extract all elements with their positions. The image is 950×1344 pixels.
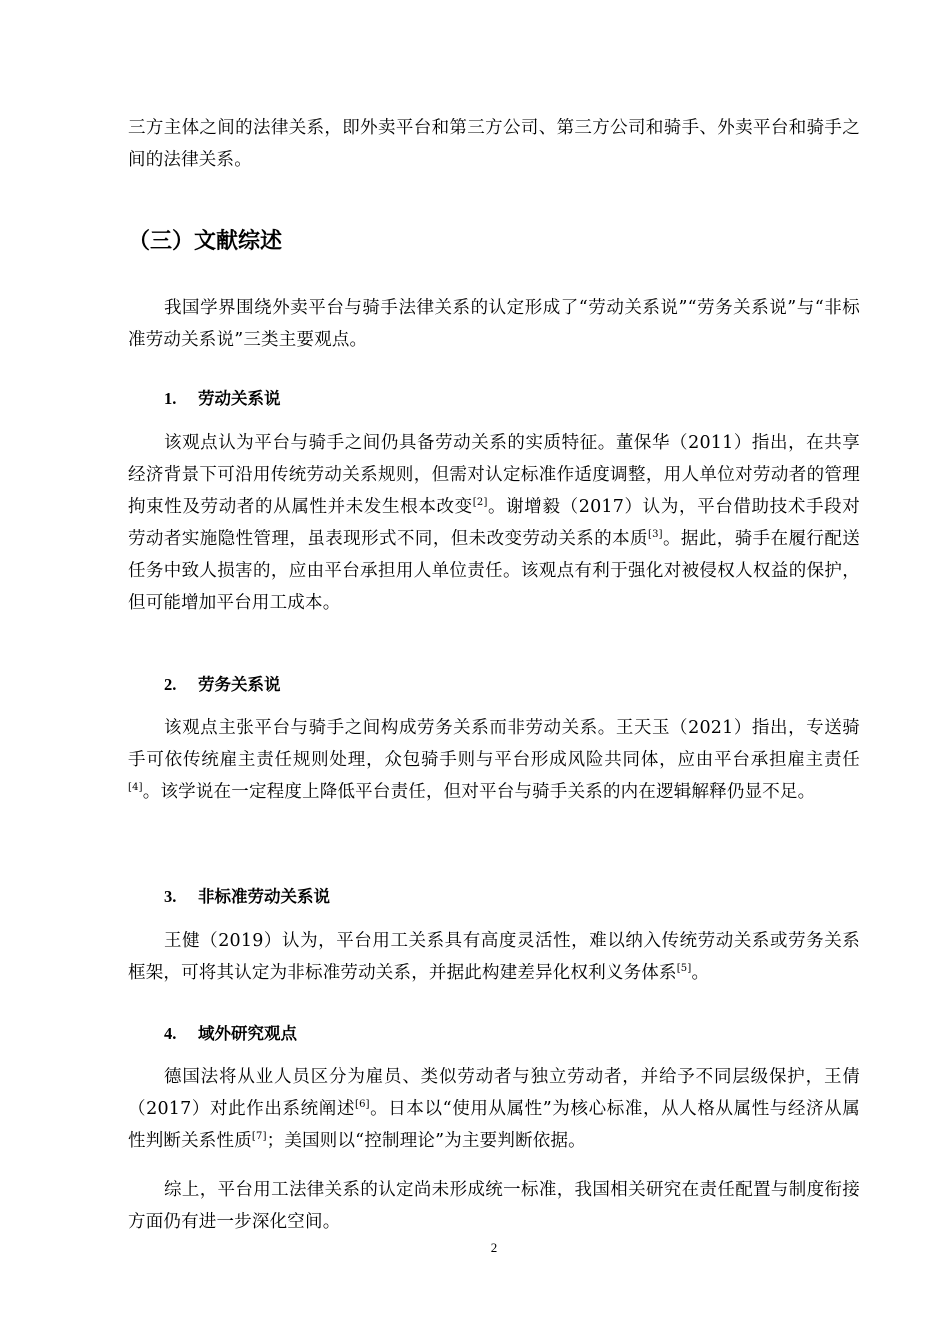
subsection-title: 域外研究观点 xyxy=(198,1024,297,1043)
subsection-heading-service-relation xyxy=(164,671,281,699)
subsection-body-foreign-views xyxy=(128,1061,860,1157)
body-text: 该观点主张平台与骑手之间构成劳务关系而非劳动关系。王天玉（2021）指出，专送骑手可依传统雇主责任规则处理，众包骑手则与平台形成风险共同体，应由平台承担雇主责任 xyxy=(128,718,860,770)
conclusion-paragraph: 综上，平台用工法律关系的认定尚未形成统一标准，我国相关研究在责任配置与制度衔接方面仍有进一步深化空间。 xyxy=(128,1180,860,1232)
subsection-title: 劳动关系说 xyxy=(198,389,281,408)
intro-paragraph: 三方主体之间的法律关系，即外卖平台和第三方公司、第三方公司和骑手、外卖平台和骑手之间的法律关系。 xyxy=(128,118,860,170)
page-number: 2 xyxy=(490,1240,498,1255)
subsection-body-nonstandard-relation xyxy=(128,925,860,989)
body-text: 王健（2019）认为，平台用工关系具有高度灵活性，难以纳入传统劳动关系或劳务关系框架，可将其认定为非标准劳动关系，并据此构建差异化权利义务体系 xyxy=(128,931,860,983)
subsection-number: 1. xyxy=(164,389,177,408)
citation: [6] xyxy=(354,1099,370,1111)
body-text: 该观点认为平台与骑手之间仍具备劳动关系的实质特征。董保华（2011）指出，在共享经济背景下可沿用传统劳动关系规则，但需对认定标准作适度调整，用人单位对劳动者的管理拘束性及劳动者的从属性并未发生根本改变 xyxy=(128,433,860,517)
subsection-number: 4. xyxy=(164,1024,177,1043)
body-text: 。谢增毅（2017）认为，平台借助技术手段对劳动者实施隐性管理，虽表现形式不同，但未改变劳动关系的本质 xyxy=(128,497,860,549)
citation: [2] xyxy=(472,497,488,509)
body-text: 德国法将从业人员区分为雇员、类似劳动者与独立劳动者，并给予不同层级保护，王倩（2017）对此作出系统阐述 xyxy=(128,1067,860,1119)
subsection-heading-labor-relation xyxy=(164,385,281,413)
document-page xyxy=(128,0,860,1344)
citation: [5] xyxy=(676,963,692,975)
subsection-heading-foreign-views xyxy=(164,1020,297,1048)
subsection-number: 3. xyxy=(164,887,177,906)
body-text: 。日本以“使用从属性”为核心标准，从人格从属性与经济从属性判断关系性质 xyxy=(128,1099,860,1151)
subsection-number: 2. xyxy=(164,675,177,694)
subsection-body-labor-relation xyxy=(128,427,860,619)
subsection-heading-nonstandard-relation xyxy=(164,883,330,911)
subsection-body-service-relation xyxy=(128,712,860,808)
body-text: 。据此，骑手在履行配送任务中致人损害的，应由平台承担用人单位责任。该观点有利于强化对被侵权人权益的保护，但可能增加平台用工成本。 xyxy=(128,529,860,613)
subsection-title: 劳务关系说 xyxy=(198,675,281,694)
citation: [4] xyxy=(128,782,143,794)
subsection-title: 非标准劳动关系说 xyxy=(198,887,330,906)
citation: [7] xyxy=(251,1131,267,1143)
citation: [3] xyxy=(647,529,663,541)
overview-paragraph: 我国学界围绕外卖平台与骑手法律关系的认定形成了“劳动关系说”“劳务关系说”与“非标准劳动关系说”三类主要观点。 xyxy=(128,298,860,350)
section-heading: （三）文献综述 xyxy=(128,229,283,254)
body-text: ；美国则以“控制理论”为主要判断依据。 xyxy=(266,1131,586,1151)
body-text: 。 xyxy=(691,963,710,983)
body-text: 。该学说在一定程度上降低平台责任，但对平台与骑手关系的内在逻辑解释仍显不足。 xyxy=(142,782,816,802)
